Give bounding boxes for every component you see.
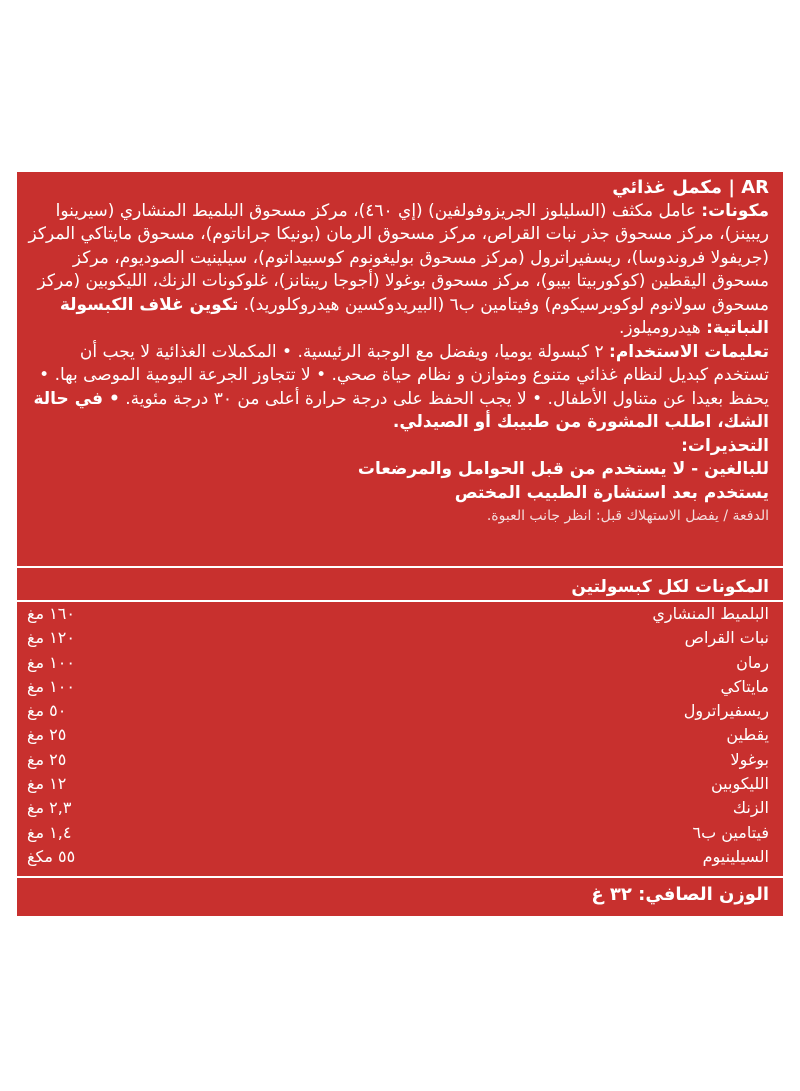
usage-label: تعليمات الاستخدام: bbox=[609, 341, 769, 362]
row-name: رمان bbox=[736, 652, 769, 672]
table-row bbox=[17, 626, 783, 650]
ingredient-table bbox=[17, 602, 783, 869]
row-amount: ١٦٠ مغ bbox=[27, 604, 75, 623]
table-row bbox=[17, 821, 783, 845]
row-name: الليكوبين bbox=[710, 774, 769, 794]
net-weight-divider bbox=[17, 876, 783, 878]
row-amount: ١٢ مغ bbox=[27, 774, 67, 794]
row-amount: ١٢٠ مغ bbox=[27, 628, 75, 648]
row-amount: ١,٤ مغ bbox=[27, 822, 72, 842]
capsule-shell-text: هيدروميلوز. bbox=[618, 318, 701, 338]
row-name: ريسفيراترول bbox=[683, 701, 769, 721]
table-row bbox=[17, 772, 783, 796]
language-code: AR bbox=[741, 177, 769, 198]
row-name: الزنك bbox=[732, 798, 769, 818]
warning-line-doctor: يستخدم بعد استشارة الطبيب المختص bbox=[454, 482, 769, 503]
row-amount: ١٠٠ مغ bbox=[27, 652, 75, 672]
row-amount: ٢٥ مغ bbox=[27, 749, 67, 769]
usage-bold-text: • في حالة الشك، اطلب المشورة من طبيبك أو الصيدلي. bbox=[33, 388, 769, 432]
table-row bbox=[17, 796, 783, 820]
capsule-shell-label: تكوين غلاف الكبسولة النباتية: bbox=[59, 294, 769, 338]
row-amount: ٥٠ مغ bbox=[27, 701, 67, 721]
row-name: السيلينيوم bbox=[702, 846, 769, 866]
warning-line-adults: للبالغين - لا يستخدم من قبل الحوامل والمرضعات bbox=[357, 459, 769, 479]
row-amount: ٢٥ مغ bbox=[27, 725, 67, 745]
row-name: يقطين bbox=[726, 725, 769, 745]
table-row bbox=[17, 845, 783, 869]
table-row bbox=[17, 675, 783, 699]
batch-note: الدفعة / يفضل الاستهلاك قبل: انظر جانب العبوة. bbox=[486, 508, 769, 524]
table-title: المكونات لكل كبسولتين bbox=[571, 577, 769, 597]
table-row bbox=[17, 699, 783, 723]
row-name: فيتامين ب٦ bbox=[692, 822, 769, 842]
net-weight bbox=[591, 884, 769, 905]
label-text-block bbox=[17, 172, 783, 527]
header-line bbox=[27, 176, 769, 200]
row-name: مايتاكي bbox=[720, 676, 769, 696]
label-panel bbox=[17, 172, 783, 916]
usage-paragraph bbox=[27, 341, 769, 435]
row-amount: ٢,٣ مغ bbox=[27, 798, 72, 818]
table-row bbox=[17, 651, 783, 675]
row-name: البلميط المنشاري bbox=[652, 604, 769, 623]
net-weight-value: ٣٢ غ bbox=[591, 884, 632, 905]
header-separator: | bbox=[728, 177, 735, 198]
section-divider bbox=[17, 566, 783, 568]
product-type: مكمل غذائي bbox=[612, 177, 723, 198]
ingredients-label: مكونات: bbox=[701, 200, 769, 221]
row-amount: ٥٥ مكغ bbox=[27, 846, 76, 866]
table-row bbox=[17, 602, 783, 626]
row-name: بوغولا bbox=[730, 749, 769, 769]
ingredients-paragraph bbox=[27, 200, 769, 341]
warnings-label: التحذيرات: bbox=[681, 435, 769, 456]
usage-text: ٢ كبسولة يوميا، ويفضل مع الوجبة الرئيسية. • المكملات الغذائية لا يجب أن تستخدم كبديل لنظام غذائي متنوع ومتوازن و نظام حياة صحي. • لا تتجاوز الجرعة اليومية الموصى بها. • يحفظ بعيدا عن متناول الأطفال. • لا يجب الحفظ على درجة حرارة أعلى من ٣٠ درجة مئوية. bbox=[39, 341, 769, 409]
table-row bbox=[17, 723, 783, 747]
row-amount: ١٠٠ مغ bbox=[27, 676, 75, 696]
row-name: نبات القراص bbox=[684, 628, 769, 648]
net-weight-label: الوزن الصافي: bbox=[638, 884, 769, 905]
ingredients-text: عامل مكثف (السليلوز الجريزوفولفين) (إي ٤٦٠)، مركز مسحوق البلميط المنشاري (سيرينوا ريبينز)، مركز مسحوق جذر نبات القراص، مركز مسحوق الرمان (بونيكا جراناتوم)، مسحوق مايتاكي المركز (جريفولا فروندوسا)، ريسفيراترول (مركز مسحوق بوليغونوم كوسبيداتوم)، سيلينيت الصوديوم، مركز مسحوق اليقطين (كوكوربيتا بيبو)، مركز مسحوق بوغولا (أجوجا ريبتانز)، غلوكونات الزنك، الليكوبين (مركز مسحوق سولانوم لوكوبرسيكوم) وفيتامين ب٦ (البيريدوكسين هيدروكلوريد). bbox=[28, 200, 769, 315]
table-row bbox=[17, 748, 783, 772]
